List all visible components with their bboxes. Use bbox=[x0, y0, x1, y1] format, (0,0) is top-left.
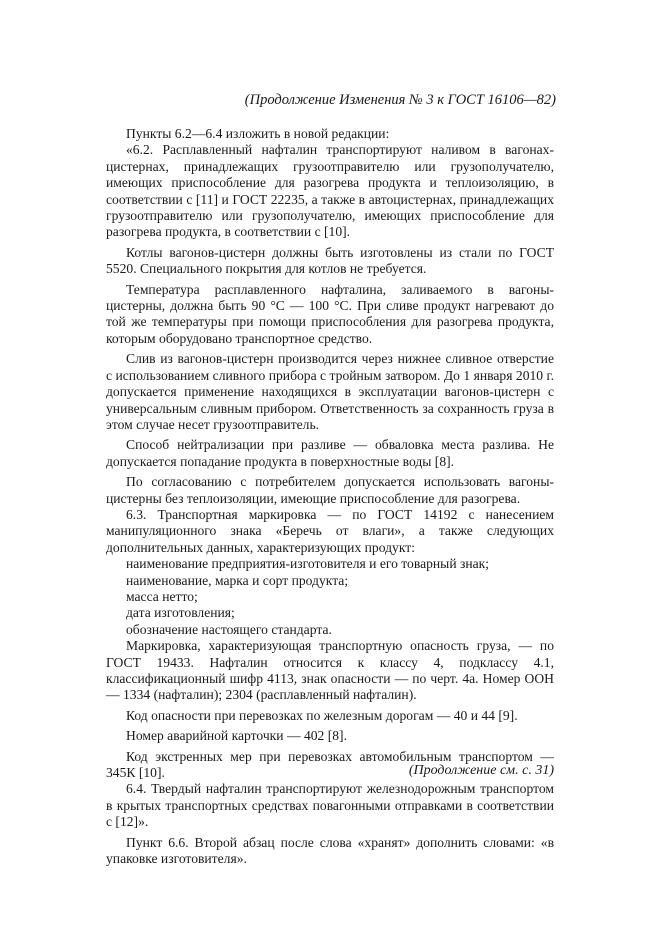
discharge-paragraph: Слив из вагонов-цистерн производится через нижнее сливное отверстие с использованием сливного прибора с тройным затвором. До 1 января 2010 г. допускается применение находящихся в эксплуатации вагонов-цистерн с универсальным сливным прибором. Ответственность за сохранность груза в этом случае несет грузоотправитель. bbox=[106, 351, 554, 432]
neutralization-paragraph: Способ нейтрализации при разливе — обваловка места разлива. Не допускается попадание продукта в поверхностные воды [8]. bbox=[106, 437, 554, 469]
temperature-paragraph: Температура расплавленного нафталина, заливаемого в вагоны-цистерны, должна быть 90 °С — 100 °С. При сливе продукт нагревают до той же температуры при помощи приспособления для разогрева продукта, которым оборудовано транспортное средство. bbox=[106, 281, 554, 346]
clause-6-4-paragraph: 6.4. Твердый нафталин транспортируют железнодорожным транспортом в крытых транспортных средствах повагонными отправками в соответствии с [12]». bbox=[106, 781, 554, 830]
list-item: обозначение настоящего стандарта. bbox=[126, 621, 332, 637]
list-item: наименование, марка и сорт продукта; bbox=[126, 572, 349, 588]
page-header: (Продолжение Изменения № 3 к ГОСТ 16106—82) bbox=[244, 92, 556, 108]
clause-6-6-paragraph: Пункт 6.6. Второй абзац после слова «хранят» дополнить словами: «в упаковке изготовителя». bbox=[106, 834, 554, 867]
intro-paragraph: Пункты 6.2—6.4 изложить в новой редакции: bbox=[126, 126, 390, 141]
hazard-marking-paragraph: Маркировка, характеризующая транспортную опасность груза, — по ГОСТ 19433. Нафталин относится к классу 4, подклассу 4.1, классификационный шифр 4113, знак опасности — по черт. 4а. Номер ООН — 1334 (нафталин); 2304 (расплавленный нафталин). bbox=[106, 638, 554, 703]
agreement-paragraph: По согласованию с потребителем допускается использовать вагоны-цистерны без теплоизоляции, имеющие приспособление для разогрева. bbox=[106, 474, 554, 506]
tank-boiler-paragraph: Котлы вагонов-цистерн должны быть изготовлены из стали по ГОСТ 5520. Специального покрытия для котлов не требуется. bbox=[106, 244, 554, 277]
list-item: дата изготовления; bbox=[126, 605, 235, 621]
page-footer: (Продолжение см. с. 31) bbox=[408, 763, 554, 778]
list-item: масса нетто; bbox=[126, 588, 198, 604]
rail-hazard-code-paragraph: Код опасности при перевозках по железным дорогам — 40 и 44 [9]. bbox=[126, 707, 518, 723]
document-body bbox=[106, 126, 554, 867]
list-item: наименование предприятия-изготовителя и его товарный знак; bbox=[126, 556, 490, 572]
clause-6-2-paragraph: «6.2. Расплавленный нафталин транспортируют наливом в вагонах-цистернах, принадлежащих грузоотправителю или грузополучателю, имеющих приспособление для разогрева продукта и теплоизоляцию, в соответствии с [11] и ГОСТ 22235, а также в автоцистернах, принадлежащих грузоотправителю или грузополучателю, имеющих приспособление для разогрева продукта, в соответствии с [10]. bbox=[106, 142, 554, 240]
emergency-card-paragraph: Номер аварийной карточки — 402 [8]. bbox=[126, 728, 347, 744]
clause-6-3-paragraph: 6.3. Транспортная маркировка — по ГОСТ 14192 с нанесением манипуляционного знака «Беречь от влаги», а также следующих дополнительных данных, характеризующих продукт: bbox=[106, 506, 554, 555]
emergency-code-paragraph: Код экстренных мер при перевозках автомобильным транспортом — 345К [10]. bbox=[106, 748, 554, 781]
